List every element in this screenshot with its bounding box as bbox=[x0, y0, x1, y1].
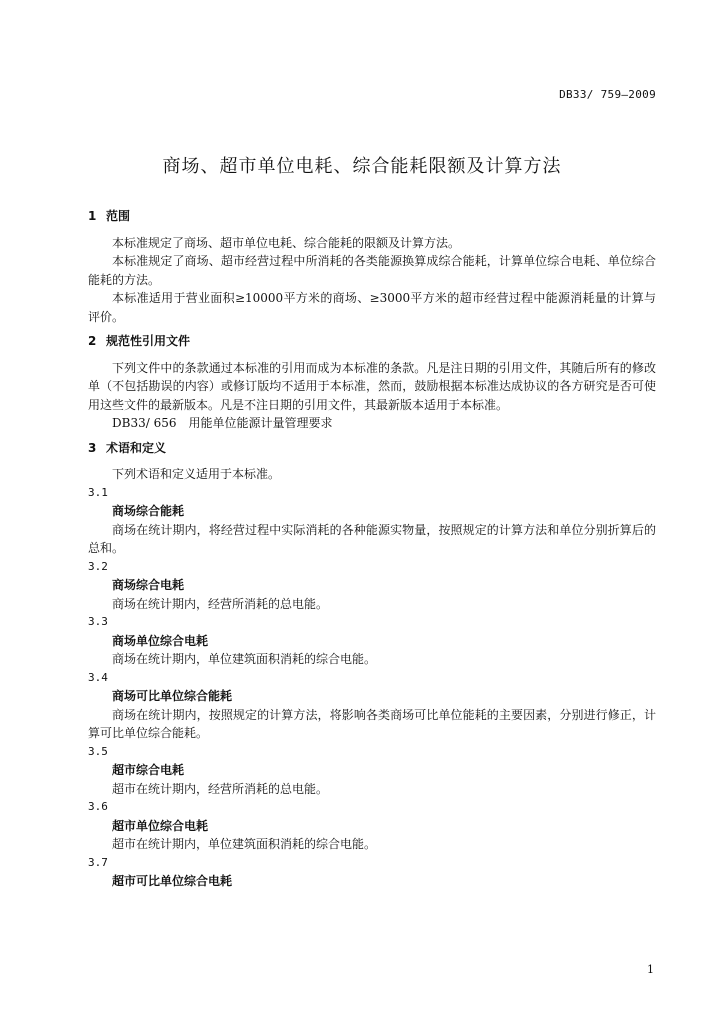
clause-number: 3.7 bbox=[88, 855, 108, 869]
section-number: 1 bbox=[88, 209, 97, 223]
paragraph: 本标准规定了商场、超市经营过程中所消耗的各类能源换算成综合能耗，计算单位综合电耗、单位综合能耗的方法。 bbox=[88, 254, 656, 287]
term-title: 超市综合电耗 bbox=[112, 763, 185, 777]
paragraph: 下列术语和定义适用于本标准。 bbox=[112, 467, 281, 481]
section-heading-scope bbox=[88, 207, 656, 226]
clause-number: 3.1 bbox=[88, 485, 108, 499]
paragraph: 下列文件中的条款通过本标准的引用而成为本标准的条款。凡是注日期的引用文件，其随后所有的修改单（不包括勘误的内容）或修订版均不适用于本标准，然而，鼓励根据本标准达成协议的各方研究是否可使用这些文件的最新版本。凡是不注日期的引用文件，其最新版本适用于本标准。 bbox=[88, 360, 656, 412]
term-title: 超市可比单位综合电耗 bbox=[112, 874, 233, 888]
section-number: 2 bbox=[88, 334, 97, 348]
term-title: 商场综合能耗 bbox=[112, 504, 185, 518]
section-number: 3 bbox=[88, 440, 97, 455]
term-definition: 商场在统计期内，经营所消耗的总电能。 bbox=[112, 596, 329, 611]
term-title: 商场可比单位综合能耗 bbox=[112, 689, 233, 703]
term-definition: 商场在统计期内，按照规定的计算方法，将影响各类商场可比单位能耗的主要因素，分别进行修正，计算可比单位综合能耗。 bbox=[88, 707, 656, 740]
clause-number: 3.5 bbox=[88, 744, 108, 758]
term-title: 超市单位综合电耗 bbox=[112, 818, 209, 833]
section-title: 术语和定义 bbox=[106, 440, 167, 455]
term-title: 商场单位综合电耗 bbox=[112, 633, 209, 648]
clause-number: 3.2 bbox=[88, 559, 108, 573]
paragraph: 本标准规定了商场、超市单位电耗、综合能耗的限额及计算方法。 bbox=[112, 235, 461, 250]
term-definition: 超市在统计期内，单位建筑面积消耗的综合电能。 bbox=[112, 837, 377, 851]
term-definition: 商场在统计期内，将经营过程中实际消耗的各种能源实物量，按照规定的计算方法和单位分别折算后的总和。 bbox=[88, 522, 656, 555]
section-heading-normative-references bbox=[88, 332, 656, 351]
clause-number: 3.3 bbox=[88, 615, 108, 628]
term-title: 商场综合电耗 bbox=[112, 578, 185, 592]
clause-number: 3.4 bbox=[88, 670, 108, 684]
standard-code: DB33/ 759—2009 bbox=[559, 88, 656, 101]
term-definition: 商场在统计期内，单位建筑面积消耗的综合电能。 bbox=[112, 652, 377, 666]
paragraph: 本标准适用于营业面积≥10000平方米的商场、≥3000平方米的超市经营过程中能源消耗量的计算与评价。 bbox=[88, 291, 656, 324]
section-heading-terms-definitions bbox=[88, 439, 656, 458]
term-definition: 超市在统计期内，经营所消耗的总电能。 bbox=[112, 781, 329, 796]
section-title: 规范性引用文件 bbox=[106, 334, 191, 348]
document-title: 商场、超市单位电耗、综合能耗限额及计算方法 bbox=[162, 156, 562, 177]
clause-number: 3.6 bbox=[88, 800, 108, 813]
section-title: 范围 bbox=[106, 209, 131, 223]
page-number: 1 bbox=[647, 963, 654, 976]
reference-entry: DB33/ 656 用能单位能源计量管理要求 bbox=[112, 416, 333, 430]
document-body bbox=[88, 207, 656, 891]
